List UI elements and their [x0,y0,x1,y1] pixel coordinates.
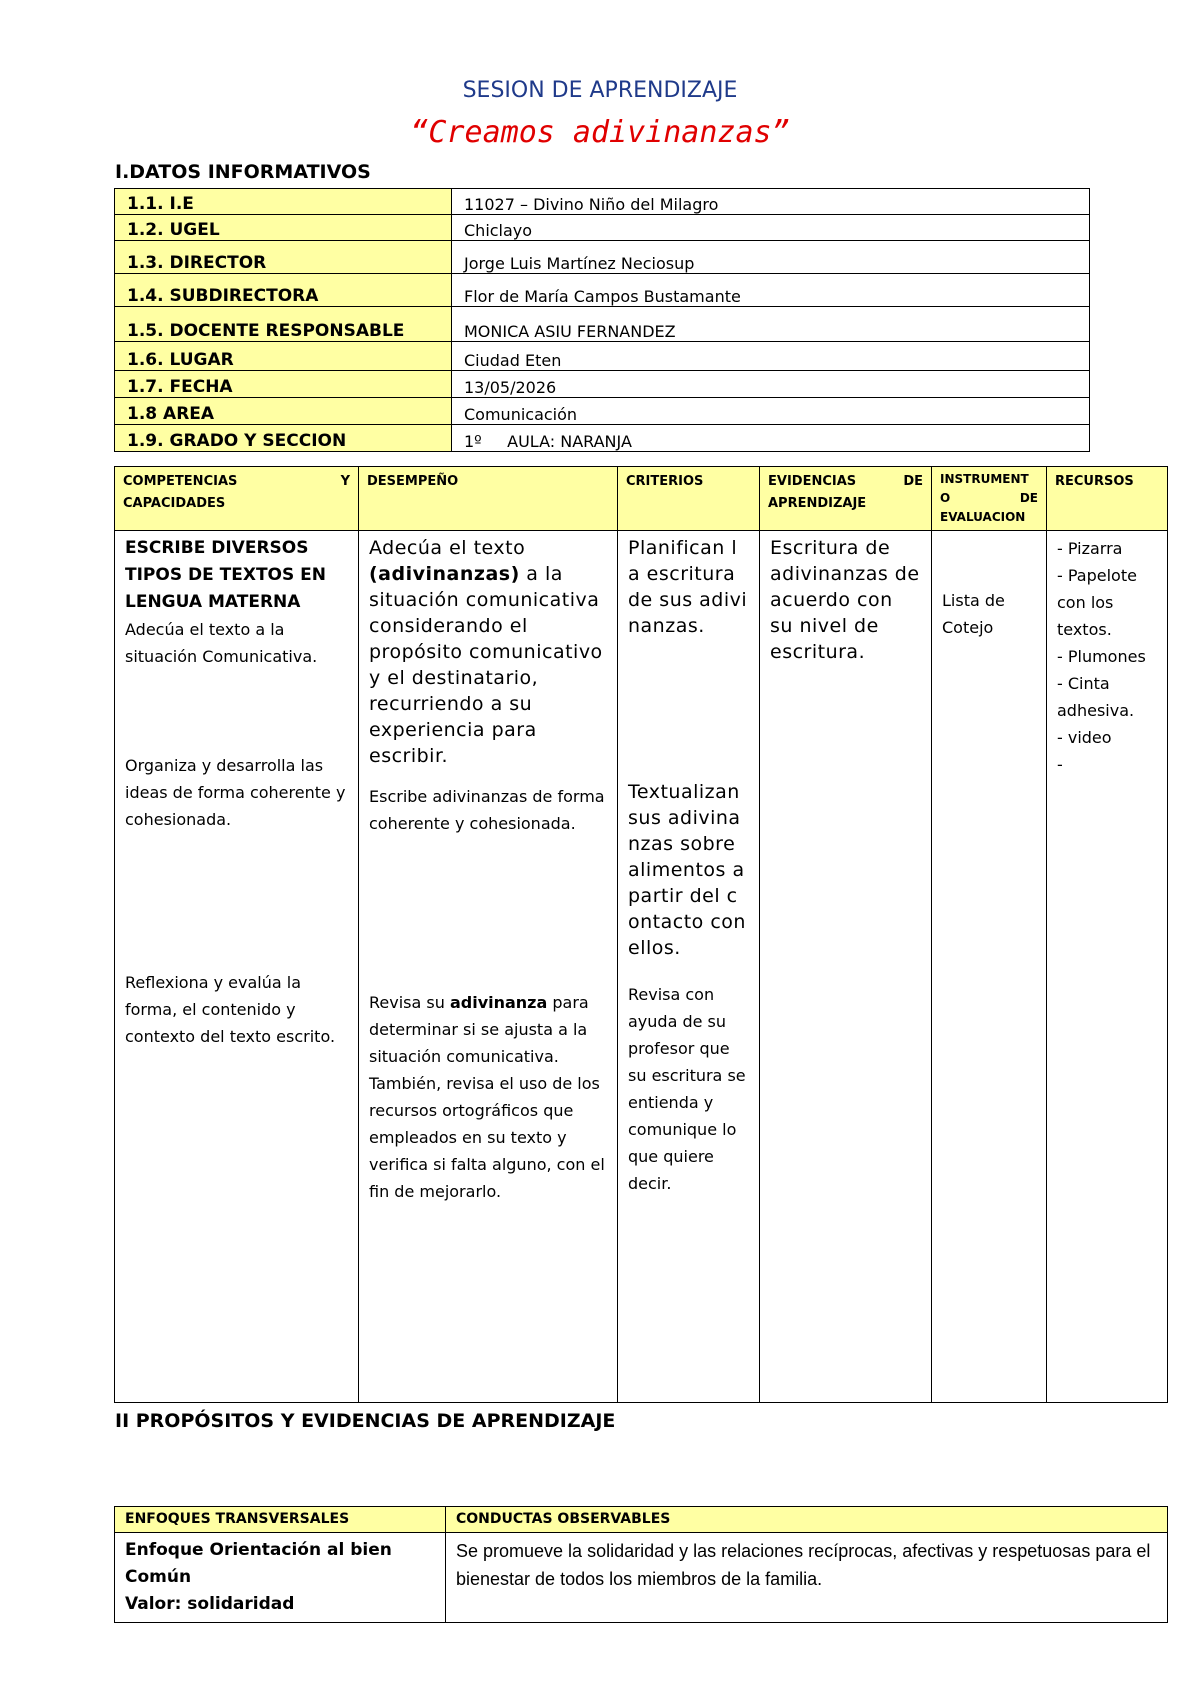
header-evidencias: EVIDENCIAS DE APRENDIZAJE [760,467,932,531]
criterio-2: Textualizan sus adivinanzas sobre alimentos a partir del contacto con ellos. [628,781,746,959]
recurso-item: - Plumones [1057,643,1157,670]
enfoques-header-row [115,1507,1168,1533]
recursos-cell [1047,531,1168,1403]
datos-value: 11027 – Divino Niño del Milagro [452,189,1090,215]
propositos-heading: II PROPÓSITOS Y EVIDENCIAS DE APRENDIZAJE [115,1410,616,1432]
evidencias-cell [760,531,932,1403]
criterio-1: Planifican la escritura de sus adivinanzas. [628,537,748,637]
document-title: SESION DE APRENDIZAJE [462,78,738,103]
criterio-3: Revisa con ayuda de su profesor que su escritura se entienda y comunique lo que quiere decir. [628,985,746,1193]
header-instrumento: INSTRUMENT O DE EVALUACION [932,467,1047,531]
competencias-body-row [115,531,1168,1403]
criterios-cell [618,531,760,1403]
datos-row [115,425,1090,452]
recurso-item: - Cinta adhesiva. [1057,670,1157,724]
datos-row [115,342,1090,371]
datos-value: Jorge Luis Martínez Neciosup [452,241,1090,274]
desempeno-cell [359,531,618,1403]
enfoques-table [114,1506,1168,1623]
datos-table [114,188,1090,452]
header-criterios: CRITERIOS [618,467,760,531]
desempeno-1: Adecúa el texto (adivinanzas) a la situación comunicativa considerando el propósito comunicativo y el destinatario, recurriendo a su experiencia para escribir. [369,537,603,767]
competencias-cell [115,531,359,1403]
datos-row [115,215,1090,241]
datos-row [115,189,1090,215]
competencias-header-row [115,467,1168,531]
datos-value: MONICA ASIU FERNANDEZ [452,307,1090,342]
header-desempeno: DESEMPEÑO [359,467,618,531]
enfoque-valor: Valor: solidaridad [125,1594,295,1614]
capacidad-3: Reflexiona y evalúa la forma, el contenido y contexto del texto escrito. [125,973,336,1046]
datos-row [115,398,1090,425]
recurso-item: - Papelote con los textos. [1057,562,1157,643]
recurso-item [1057,751,1157,778]
recurso-item: - Pizarra [1057,535,1157,562]
header-enfoques: ENFOQUES TRANSVERSALES [115,1507,446,1533]
enfoques-row [115,1533,1168,1623]
desempeno-3: Revisa su adivinanza para determinar si se ajusta a la situación comunicativa. También, revisa el uso de los recursos ortográficos que empleados en su texto y verifica si falta alguno, con el fin de mejorarlo. [369,993,605,1201]
datos-value: 13/05/2026 [452,371,1090,398]
evidencia-text: Escritura de adivinanzas de acuerdo con su nivel de escritura. [770,537,920,663]
session-subtitle: “Creamos adivinanzas” [410,115,790,150]
datos-row [115,371,1090,398]
header-conductas: CONDUCTAS OBSERVABLES [446,1507,1168,1533]
datos-key: 1.6. LUGAR [115,342,452,371]
conducta-cell: Se promueve la solidaridad y las relaciones recíprocas, afectivas y respetuosas para el bienestar de todos los miembros de la familia. [446,1533,1168,1623]
desempeno-2: Escribe adivinanzas de forma coherente y cohesionada. [369,787,605,833]
instrumento-text: Lista de Cotejo [942,591,1005,637]
datos-key: 1.4. SUBDIRECTORA [115,274,452,307]
datos-value: Ciudad Eten [452,342,1090,371]
datos-key: 1.7. FECHA [115,371,452,398]
datos-row [115,241,1090,274]
datos-key: 1.1. I.E [115,189,452,215]
header-recursos: RECURSOS [1047,467,1168,531]
datos-value: Comunicación [452,398,1090,425]
datos-row [115,307,1090,342]
datos-value: 1º AULA: NARANJA [452,425,1090,452]
datos-heading: I.DATOS INFORMATIVOS [115,161,371,183]
datos-value: Chiclayo [452,215,1090,241]
datos-value: Flor de María Campos Bustamante [452,274,1090,307]
recursos-list [1057,535,1157,778]
datos-key: 1.3. DIRECTOR [115,241,452,274]
datos-key: 1.5. DOCENTE RESPONSABLE [115,307,452,342]
competencia-title: ESCRIBE DIVERSOS TIPOS DE TEXTOS EN LENGUA MATERNA [125,538,327,612]
header-competencias: COMPETENCIAS Y CAPACIDADES [115,467,359,531]
enfoque-cell [115,1533,446,1623]
datos-key: 1.2. UGEL [115,215,452,241]
recurso-item: - video [1057,724,1157,751]
competencias-table [114,466,1168,1403]
datos-key: 1.8 AREA [115,398,452,425]
instrumento-cell [932,531,1047,1403]
capacidad-2: Organiza y desarrolla las ideas de forma coherente y cohesionada. [125,756,346,829]
datos-key: 1.9. GRADO Y SECCION [115,425,452,452]
enfoque-name: Enfoque Orientación al bien Común [125,1540,392,1587]
datos-row [115,274,1090,307]
capacidad-1: Adecúa el texto a la situación Comunicativa. [125,620,318,666]
